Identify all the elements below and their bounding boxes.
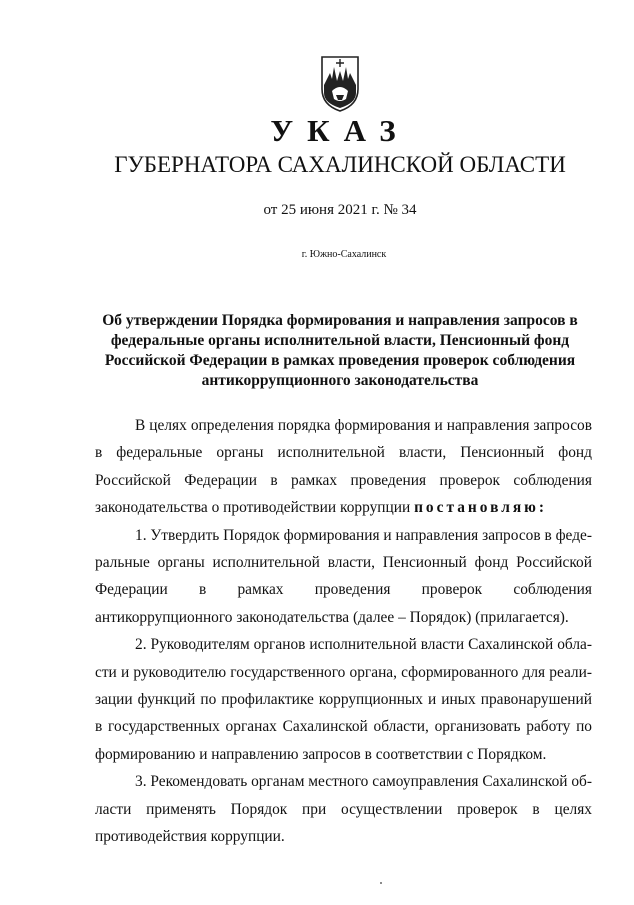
heading-line: антикоррупционного законодательства — [201, 372, 479, 389]
heading-line: федеральные органы исполнительной власти, Пенсионный фонд — [110, 332, 570, 349]
decree-date-number: от 25 июня 2021 г. № 34 — [263, 202, 417, 218]
decree-heading — [100, 311, 580, 391]
preamble-text: В целях определения порядка формирования и направления запросов в федеральные органы исполнительной власти, Пенсионный фонд Российской Федерации в рамках проведения проверок соблюдения законодательства о противодействии коррупции — [95, 417, 592, 517]
item-paragraph: 1. Утвердить Порядок формирования и направления запросов в федеральные органы исполнительной власти, Пенсионный фонд Российской Федерации в рамках проведения проверок соблюдения антикоррупционного законодательства (далее – Порядок) (прилагается). — [95, 526, 592, 626]
scan-speck — [380, 882, 382, 884]
coat-of-arms-icon — [318, 55, 362, 113]
issue-city: г. Южно-Сахалинск — [301, 249, 387, 260]
item-paragraph: 2. Руководителям органов исполнительной власти Сахалинской области и руководителю государственного органа, сформированного для реализации функций по профилактике коррупционных и иных правонарушений в государственных органах Сахалинской области, организовать работу по формированию и направлению запросов в соответствии с Порядком. — [95, 636, 592, 763]
heading-line: Об утверждении Порядка формирования и направления запросов в — [102, 312, 578, 329]
decree-body — [95, 412, 592, 851]
preamble-paragraph — [95, 412, 592, 522]
heading-line: Российской Федерации в рамках проведения проверок соблюдения — [104, 352, 576, 369]
item-paragraph: 3. Рекомендовать органам местного самоуправления Сахалинской области применять Порядок при осуществлении проверок в целях противодействия коррупции. — [95, 773, 593, 846]
decree-word: постановляю: — [414, 499, 548, 517]
issuer-title: ГУБЕРНАТОРА САХАЛИНСКОЙ ОБЛАСТИ — [114, 152, 566, 177]
document-title: УКАЗ — [270, 113, 410, 148]
